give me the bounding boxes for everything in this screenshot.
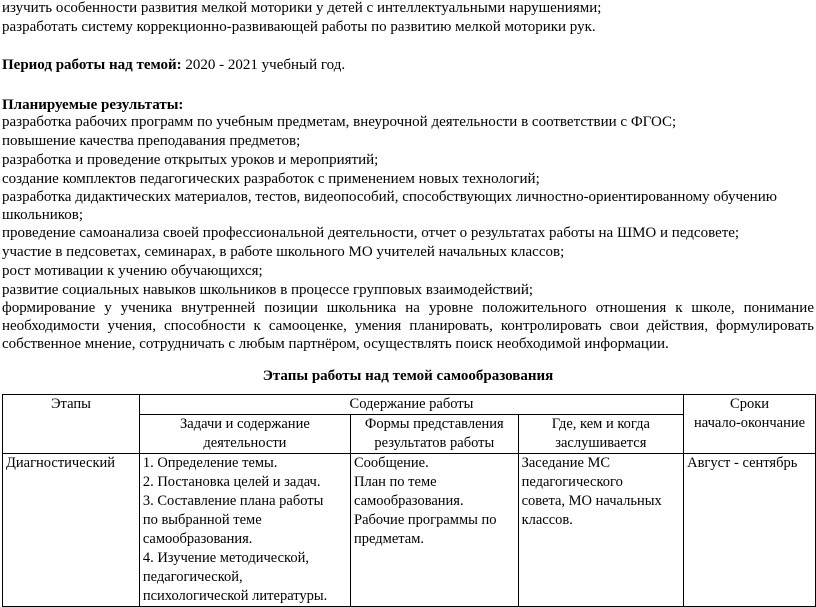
result-item: развитие социальных навыков школьников в процессе групповых взаимодействий; (2, 282, 534, 298)
results-heading: Планируемые результаты: (2, 97, 184, 113)
cell-line: 4. Изучение методической, (142, 550, 309, 566)
table-header-row (3, 395, 816, 415)
header-tasks-line: деятельности (203, 435, 287, 451)
result-item-continuation: собственное мнение, сотрудничать с любым партнёром, осуществлять поиск необходимой информации. (2, 336, 669, 352)
header-where-line: Где, кем и когда (551, 416, 650, 432)
cell-line: Рабочие программы по (354, 512, 497, 528)
cell-line: 1. Определение темы. (142, 455, 278, 471)
header-terms-line: начало-окончание (694, 415, 806, 431)
result-item: рост мотивации к учению обучающихся; (2, 263, 263, 279)
cell-line: Заседание МС (521, 455, 611, 471)
cell-line: педагогического (521, 474, 623, 490)
header-tasks-line: Задачи и содержание (180, 416, 310, 432)
cell-line: 3. Составление плана работы (142, 493, 324, 509)
task-line-2: разработать систему коррекционно-развивающей работы по развитию мелкой моторики рук. (2, 19, 596, 35)
header-where-line: заслушивается (555, 435, 647, 451)
result-item-continuation: необходимости учения, способности к самооценке, умения планировать, контролировать свои действия, формулировать (2, 318, 814, 334)
result-item: проведение самоанализа своей профессиональной деятельности, отчет о результатах работы на ШМО и педсовете; (2, 225, 740, 241)
cell-line: самообразования. (142, 531, 253, 547)
header-content: Содержание работы (139, 395, 683, 415)
header-tasks (139, 415, 350, 454)
result-item: разработка и проведение открытых уроков и мероприятий; (2, 152, 379, 168)
result-item: формирование у ученика внутренней позиции школьника на уровне положительного отношения к школе, понимание (2, 300, 814, 316)
header-terms-line: Сроки (730, 396, 770, 412)
header-forms (351, 415, 519, 454)
stages-table (2, 394, 816, 607)
header-terms (684, 395, 816, 454)
table-row (3, 454, 816, 607)
result-item: повышение качества преподавания предметов; (2, 133, 301, 149)
table-title: Этапы работы над темой самообразования (262, 368, 554, 384)
header-forms-line: Формы представления (364, 416, 504, 432)
result-item-continuation: школьников; (2, 207, 84, 223)
cell-where (518, 454, 684, 607)
cell-line: предметам. (354, 531, 425, 547)
cell-line: психологической литературы. (142, 588, 328, 604)
period-label: Период работы над темой: (2, 57, 182, 73)
cell-line: 2. Постановка целей и задач. (142, 474, 321, 490)
period-paragraph (2, 56, 345, 74)
cell-line: самообразования. (354, 493, 464, 509)
cell-tasks (139, 454, 350, 607)
result-item: разработка дидактических материалов, тестов, видеопособий, способствующих личностно-ориентированному обучению (2, 189, 777, 205)
cell-line: по выбранной теме (142, 512, 262, 528)
header-where (518, 415, 684, 454)
cell-forms (351, 454, 519, 607)
cell-line: совета, МО начальных (521, 493, 662, 509)
cell-line: педагогической, (142, 569, 243, 585)
task-line-1: изучить особенности развития мелкой моторики у детей с интеллектуальными нарушениями; (2, 0, 602, 16)
result-item: создание комплектов педагогических разработок с применением новых технологий; (2, 171, 540, 187)
cell-terms: Август - сентябрь (684, 454, 816, 607)
cell-line: Сообщение. (354, 455, 429, 471)
result-item: участие в педсоветах, семинарах, в работе школьного МО учителей начальных классов; (2, 244, 565, 260)
cell-line: классов. (521, 512, 573, 528)
cell-stage: Диагностический (3, 454, 140, 607)
period-value: 2020 - 2021 учебный год. (181, 57, 346, 73)
cell-line: План по теме (354, 474, 437, 490)
result-item: разработка рабочих программ по учебным предметам, внеурочной деятельности в соответствии с ФГОС; (2, 114, 677, 130)
header-forms-line: результатов работы (374, 435, 495, 451)
header-stages: Этапы (3, 395, 140, 454)
